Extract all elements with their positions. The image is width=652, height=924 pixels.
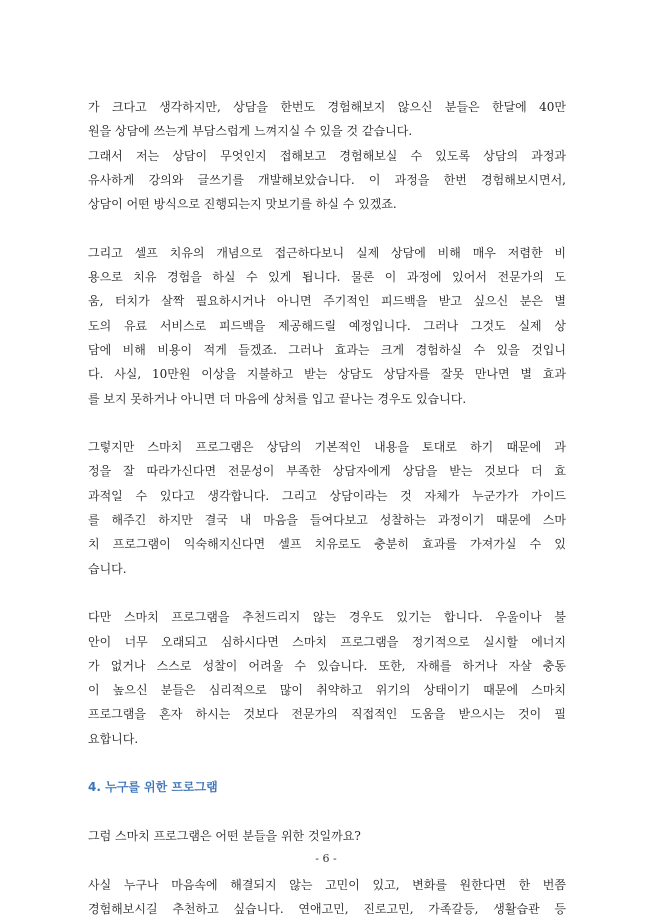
text-line: 치 프로그램이 익숙해지신다면 셀프 치유로도 충분히 효과를 가져가실 수 있: [88, 537, 566, 552]
text-line: 용으로 치유 경험을 하실 수 있게 됩니다. 물론 이 과정에 있어서 전문가의 도: [88, 270, 566, 285]
text-line: 를 해주긴 하지만 결국 내 마음을 들여다보고 성찰하는 과정이기 때문에 스마: [88, 513, 566, 528]
text-line: 그럼 스마치 프로그램은 어떤 분들을 위한 것일까요?: [88, 828, 361, 843]
text-line: 다. 사실, 10만원 이상을 지불하고 받는 상담도 상담자를 잘못 만나면 별 효과: [88, 367, 566, 382]
text-line: 가 없거나 스스로 성찰이 어려울 수 있습니다. 또한, 자해를 하거나 자살 충동: [88, 658, 566, 673]
text-line: 를 보지 못하거나 아니면 더 마음에 상처를 입고 끝나는 경우도 있습니다.: [88, 391, 467, 406]
paragraph-5: [88, 605, 566, 751]
paragraph-6: [88, 873, 566, 922]
text-line: 이 높으신 분들은 심리적으로 많이 취약하고 위기의 상태이기 때문에 스마치: [88, 683, 566, 698]
paragraph-gap: [88, 751, 566, 775]
text-line: 습니다.: [88, 561, 127, 576]
section-heading: 4. 누구를 위한 프로그램: [88, 780, 218, 795]
paragraph-gap: [88, 581, 566, 605]
text-line: 원을 상담에 쓰는게 부담스럽게 느껴지실 수 있을 것 같습니다.: [88, 124, 413, 139]
paragraph-gap: [88, 216, 566, 240]
text-line: 유사하게 강의와 글쓰기를 개발해보았습니다. 이 과정을 한번 경험해보시면서,: [88, 172, 566, 187]
text-line: 경험해보시길 추천하고 싶습니다. 연애고민, 진로고민, 가족갈등, 생활습관 등: [88, 901, 566, 916]
paragraph-1: [88, 95, 566, 144]
paragraph-3: [88, 241, 566, 411]
text-line: 담에 비해 비용이 적게 들겠죠. 그러나 효과는 크게 경험하실 수 있을 것입니: [88, 342, 566, 357]
text-line: 정을 잘 따라가신다면 전문성이 부족한 상담자에게 상담을 받는 것보다 더 효: [88, 464, 566, 479]
text-line: 그래서 저는 상담이 무엇인지 접해보고 경험해보실 수 있도록 상담의 과정과: [88, 148, 566, 163]
text-line: 프로그램을 혼자 하시는 것보다 전문가의 직접적인 도움을 받으시는 것이 필: [88, 707, 566, 722]
text-line: 과적일 수 있다고 생각합니다. 그리고 상담이라는 것 자체가 누군가가 가이드: [88, 488, 566, 503]
text-line: 상담이 어떤 방식으로 진행되는지 맛보기를 하실 수 있겠죠.: [88, 197, 397, 212]
text-line: 안이 너무 오래되고 심하시다면 스마치 프로그램을 정기적으로 실시할 에너지: [88, 634, 566, 649]
text-line: 가 크다고 생각하지만, 상담을 한번도 경험해보지 않으신 분들은 한달에 40만: [88, 100, 566, 114]
page-content: [88, 95, 566, 921]
text-line: 도의 유료 서비스로 피드백을 제공해드릴 예정입니다. 그러나 그것도 실제 상: [88, 318, 566, 333]
text-line: 요합니다.: [88, 731, 139, 746]
text-line: 움, 터치가 살짝 필요하시거나 아니면 주기적인 피드백을 받고 싶으신 분은 별: [88, 294, 566, 309]
paragraph-2: [88, 144, 566, 217]
text-line: 사실 누구나 마음속에 해결되지 않는 고민이 있고, 변화를 원한다면 한 번쯤: [88, 877, 566, 892]
paragraph-gap: [88, 411, 566, 435]
text-line: 그렇지만 스마치 프로그램은 상담의 기본적인 내용을 토대로 하기 때문에 과: [88, 440, 566, 455]
page-number: - 6 -: [315, 852, 337, 865]
paragraph-gap: [88, 800, 566, 824]
paragraph-4: [88, 435, 566, 581]
text-line: 그리고 셀프 치유의 개념으로 접근하다보니 실제 상담에 비해 매우 저렴한 비: [88, 245, 566, 260]
question-paragraph: [88, 824, 566, 848]
text-line: 다만 스마치 프로그램을 추천드리지 않는 경우도 있기는 합니다. 우울이나 불: [88, 610, 566, 625]
